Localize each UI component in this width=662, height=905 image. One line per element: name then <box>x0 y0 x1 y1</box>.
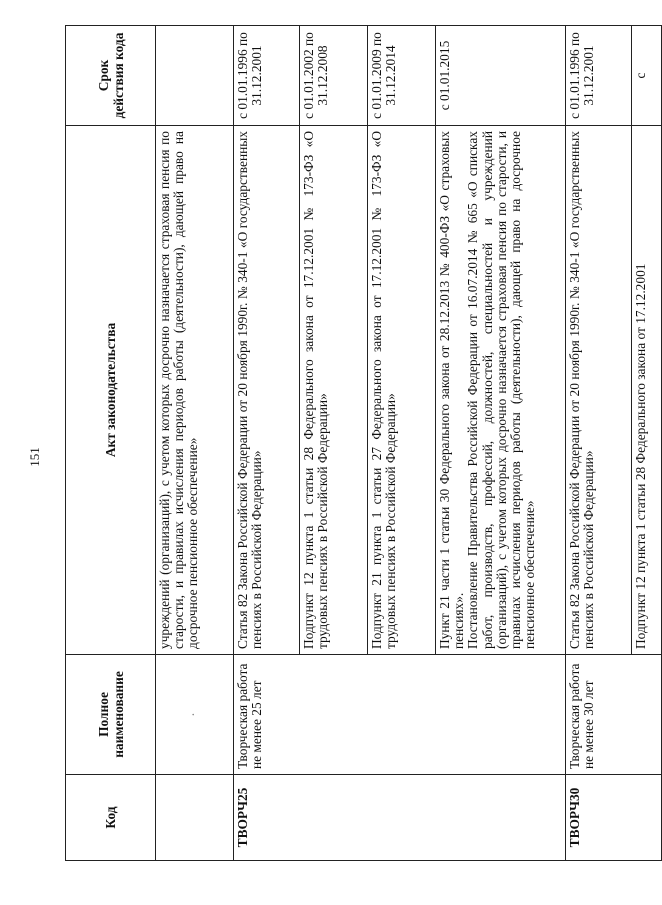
act-paragraph-2: Постановление Правительства Российской Федерации от 16.07.2014 № 665 «О списках работ, производств, профессий, должностей, специальностей и учреждений (организаций), с учетом которых досрочно назначается страховая пенсия по старости, и правилах исчисления периодов работы (деятельности), дающей право на досрочное пенсионное обеспечение» <box>465 131 538 649</box>
row-name: Творческая работа не менее 25 лет <box>234 655 566 775</box>
row-act: Подпункт 21 пункта 1 статьи 27 Федерального закона от 17.12.2001 № 173-ФЗ «О трудовых пенсиях в Российской Федерации» <box>368 126 436 655</box>
legislation-table <box>65 25 662 861</box>
rotated-table-container <box>65 26 648 861</box>
row-act: Подпункт 12 пункта 1 статьи 28 Федерального закона от 17.12.2001 № 173-ФЗ «О трудовых пенсиях в Российской Федерации» <box>300 126 368 655</box>
header-row <box>66 26 156 861</box>
table-row <box>234 26 300 861</box>
row-act: Статья 82 Закона Российской Федерации от 20 ноября 1990г. № 340-1 «О государственных пенсиях в Российской Федерации» <box>234 126 300 655</box>
row-name: Творческая работа не менее 30 лет <box>566 655 662 775</box>
row-code <box>156 775 234 861</box>
row-term: с 01.01.2009 по 31.12.2014 <box>368 26 436 126</box>
row-act: Подпункт 12 пункта 1 статьи 28 Федерального закона от 17.12.2001 <box>632 126 662 655</box>
header-code: Код <box>66 775 156 861</box>
table-row <box>566 26 632 861</box>
table-row <box>156 26 234 861</box>
row-term: с <box>632 26 662 126</box>
row-term: с 01.01.1996 по 31.12.2001 <box>566 26 632 126</box>
row-term: с 01.01.1996 по 31.12.2001 <box>234 26 300 126</box>
row-code: ТВОРЧ30 <box>566 775 662 861</box>
row-act <box>436 126 566 655</box>
row-act: учреждений (организаций), с учетом которых досрочно назначается страховая пенсия по старости, и правилах исчисления периодов работы (деятельности), дающей право на досрочное пенсионное обеспечение» <box>156 126 234 655</box>
act-paragraph-1: Пункт 21 части 1 статьи 30 Федерального закона от 28.12.2013 № 400-ФЗ «О страховых пенсиях». <box>437 131 467 649</box>
row-code: ТВОРЧ25 <box>234 775 566 861</box>
row-act: Статья 82 Закона Российской Федерации от 20 ноября 1990г. № 340-1 «О государственных пенсиях в Российской Федерации» <box>566 126 632 655</box>
row-term: с 01.01.2015 <box>436 26 566 126</box>
row-term <box>156 26 234 126</box>
header-term: Срок действия кода <box>66 26 156 126</box>
row-term: с 01.01.2002 по 31.12.2008 <box>300 26 368 126</box>
row-name: · <box>156 655 234 775</box>
page-number: 151 <box>27 447 42 467</box>
header-name: Полное наименование <box>66 655 156 775</box>
header-act: Акт законодательства <box>66 126 156 655</box>
